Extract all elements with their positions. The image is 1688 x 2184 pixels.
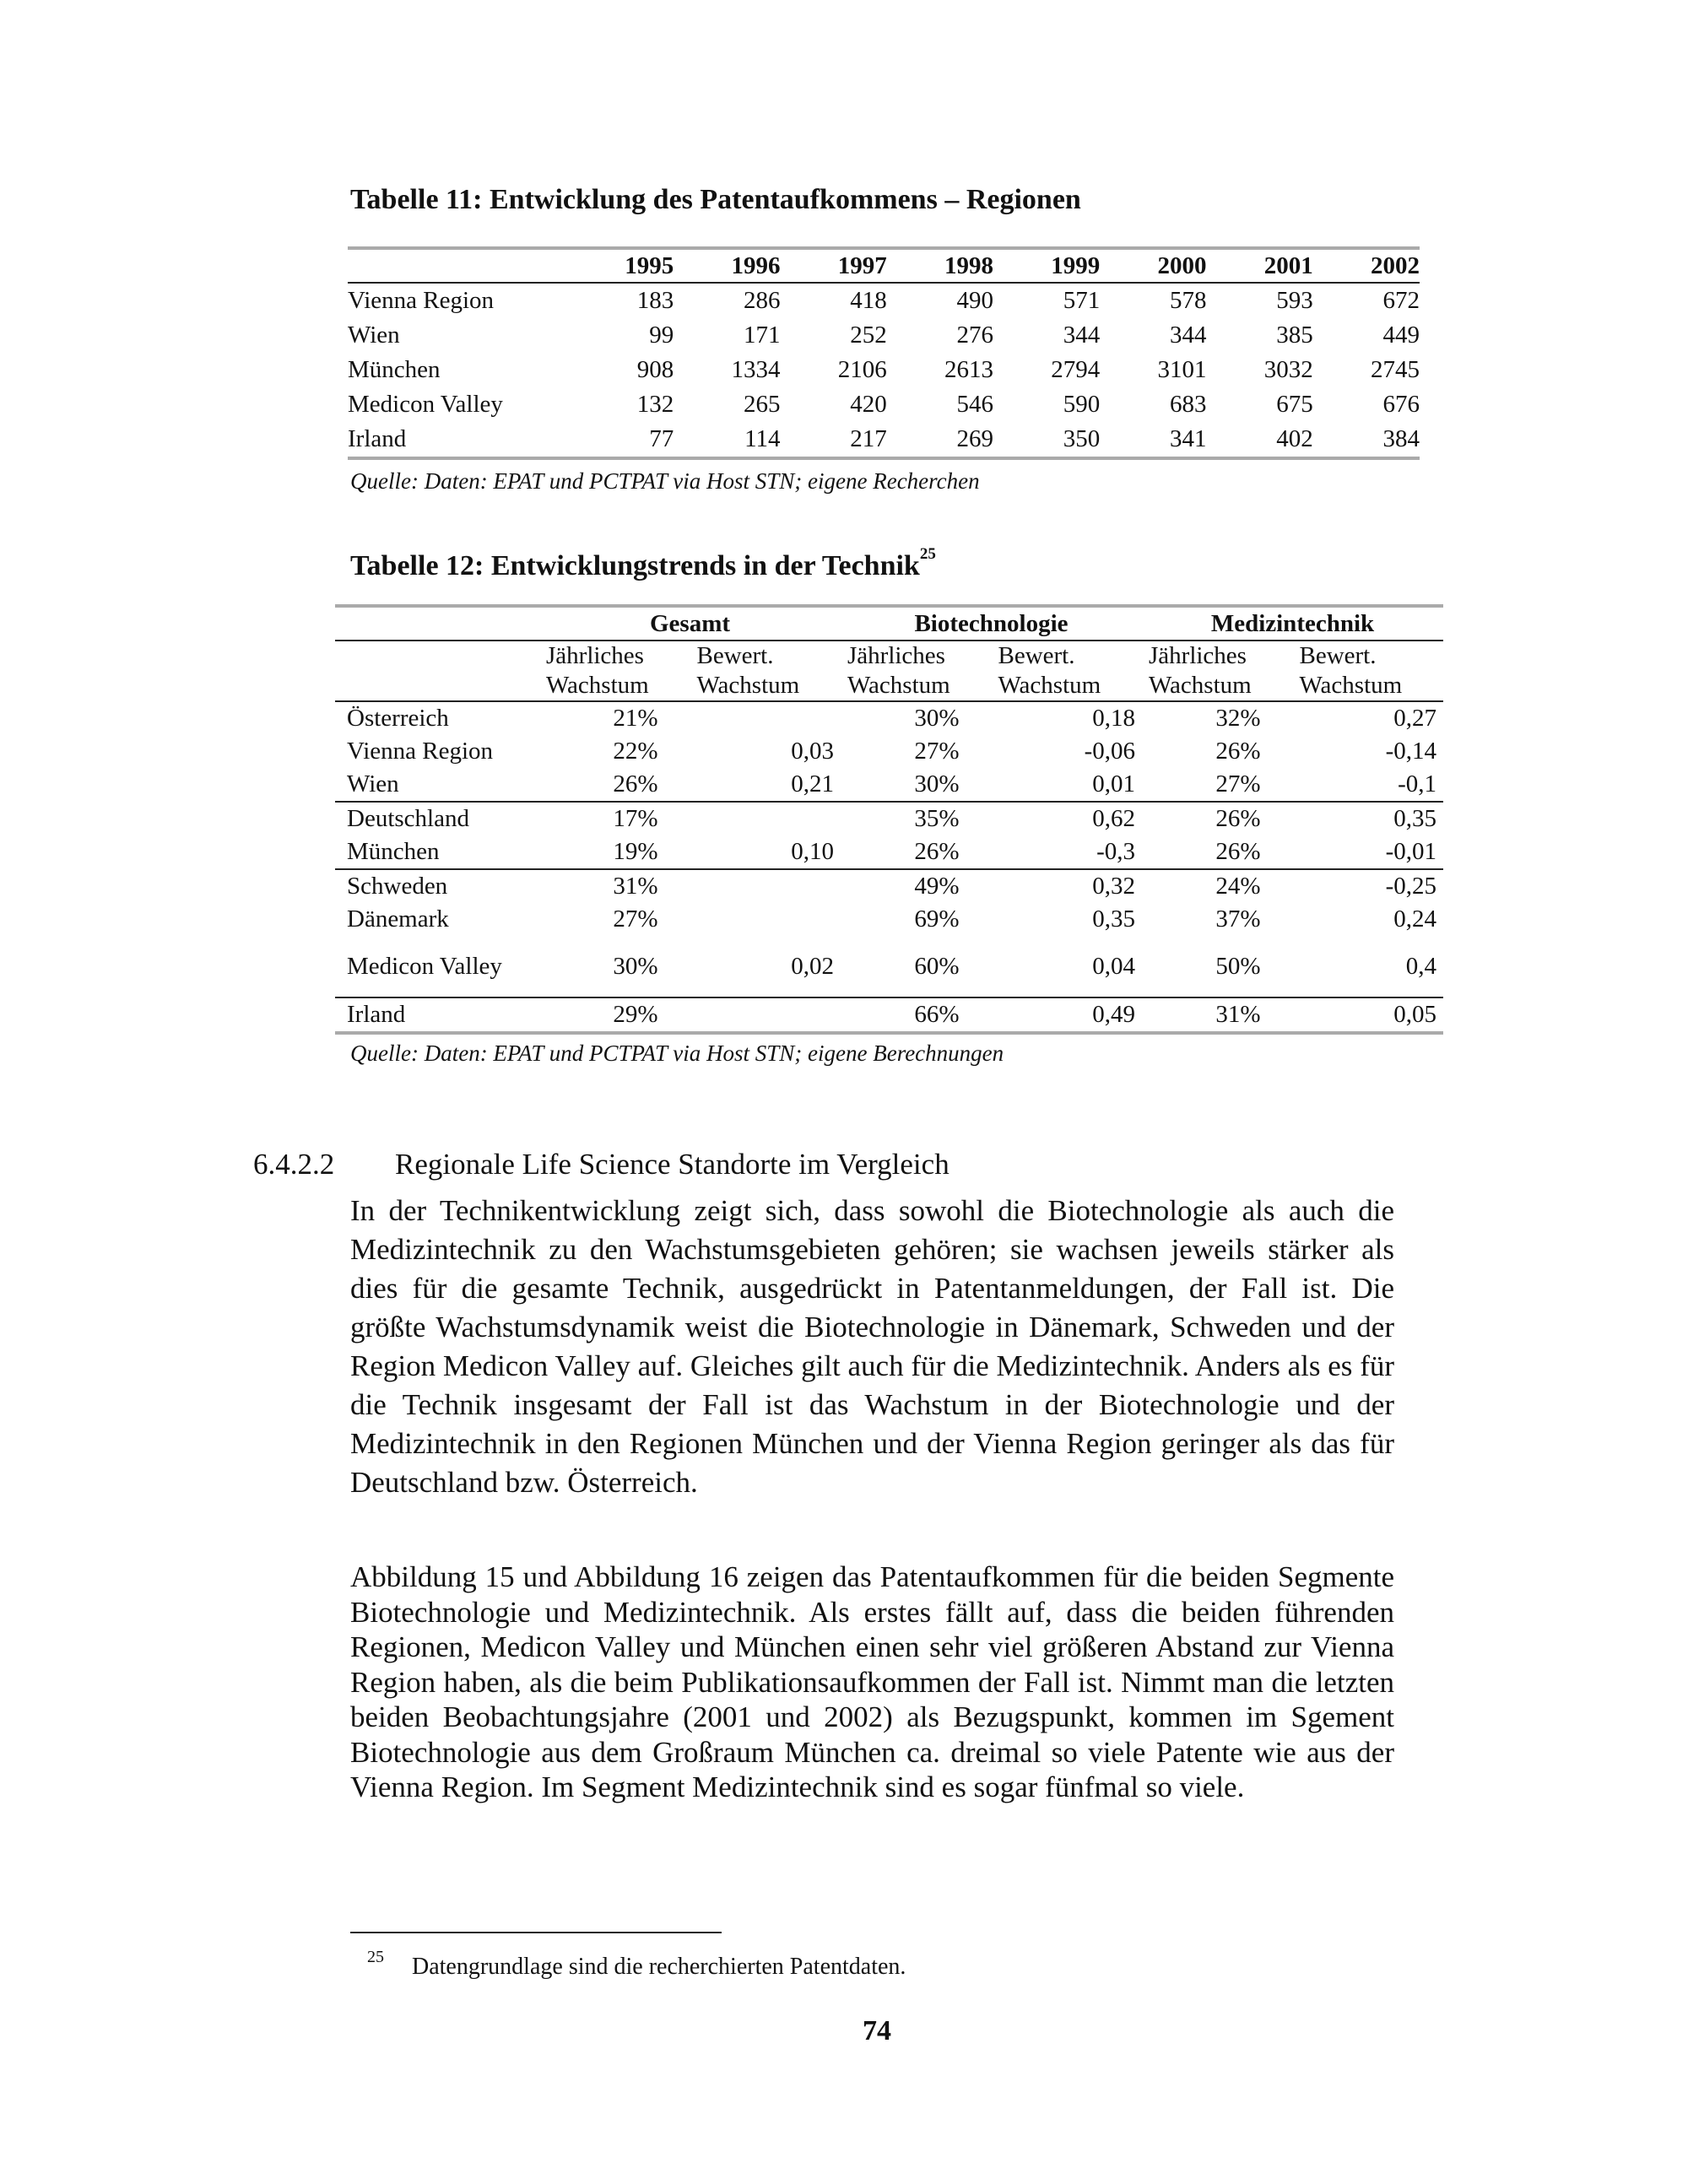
- row-label: Wien: [335, 768, 539, 802]
- cell: 35%: [914, 805, 960, 832]
- body-paragraph: Abbildung 15 und Abbildung 16 zeigen das Patentaufkommen für die beiden Segmente Biotechnologie und Medizintechnik. Als erstes fällt auf, dass die beiden führenden Regionen, Medicon Valley und München einen sehr viel größeren Abstand zur Vienna Region haben, als die beim Publikationsaufkommen der Fall ist. Nimmt man die letzten beiden Beobachtungsjahre (2001 und 2002) als Bezugspunkt, kommen im Sgement Biotechnologie aus dem Großraum München ca. dreimal so viele Patente wie aus der Vienna Region. Im Segment Medizintechnik sind es sogar fünfmal so viele.: [350, 1560, 1394, 1803]
- cell: 402: [1207, 422, 1313, 458]
- cell: 0,10: [690, 835, 841, 869]
- cell: [690, 997, 841, 1033]
- table11-year: 1996: [674, 248, 780, 283]
- row-label: Medicon Valley: [348, 391, 503, 418]
- table12-title: [350, 545, 936, 582]
- cell: -0,25: [1385, 873, 1436, 900]
- table-row: [335, 735, 1443, 768]
- cell: 21%: [613, 705, 658, 732]
- group-header-gesamt: Gesamt: [539, 606, 841, 641]
- table-row: [348, 422, 1420, 458]
- sub-header: Wachstum: [1293, 670, 1444, 701]
- table-row: [335, 768, 1443, 802]
- row-label: München: [335, 835, 539, 869]
- table-row: [335, 903, 1443, 936]
- cell: 0,4: [1293, 936, 1444, 997]
- cell: [690, 802, 841, 835]
- cell: 276: [956, 322, 993, 349]
- cell: 0,03: [791, 738, 834, 765]
- sub-header: Bewert.: [1299, 641, 1377, 669]
- cell: -0,14: [1385, 738, 1436, 765]
- cell: 132: [636, 391, 674, 418]
- cell: 31%: [1142, 997, 1293, 1033]
- cell: 0,27: [1393, 705, 1436, 732]
- cell: 385: [1276, 322, 1313, 349]
- cell: 571: [1063, 287, 1101, 314]
- body-paragraph: In der Technikentwicklung zeigt sich, dass sowohl die Biotechnologie als auch die Medizintechnik zu den Wachstumsgebieten gehören; sie wachsen jeweils stärker als dies für die gesamte Technik, ausgedrückt in Patentanmeldungen, der Fall ist. Die größte Wachstumsdynamik weist die Biotechnologie in Dänemark, Schweden und der Region Medicon Valley auf. Gleiches gilt auch für die Medizintechnik. Anders als es für die Technik insgesamt der Fall ist das Wachstum in der Biotechnologie und der Medizintechnik in den Regionen München und der Vienna Region geringer als das für Deutschland bzw. Österreich.: [350, 1194, 1394, 1499]
- cell: 30%: [841, 768, 992, 802]
- cell: 252: [850, 322, 887, 349]
- cell: 0,18: [1092, 705, 1135, 732]
- table-row: [335, 835, 1443, 869]
- sub-header: Bewert.: [998, 641, 1075, 669]
- table12-source: Quelle: Daten: EPAT und PCTPAT via Host STN; eigene Berechnungen: [350, 1041, 1004, 1066]
- sub-header: Wachstum: [690, 670, 841, 701]
- cell: 19%: [539, 835, 690, 869]
- cell: 171: [744, 322, 781, 349]
- cell: 2794: [1051, 356, 1101, 383]
- table-row: [335, 869, 1443, 903]
- cell: 26%: [539, 768, 690, 802]
- cell: 418: [850, 287, 887, 314]
- cell: 590: [1063, 391, 1101, 418]
- cell: 26%: [1142, 835, 1293, 869]
- cell: 593: [1276, 287, 1313, 314]
- cell: -0,1: [1293, 768, 1444, 802]
- cell: [690, 701, 841, 735]
- table11-year: 1997: [781, 248, 887, 283]
- footnote-number: 25: [367, 1948, 384, 1966]
- table11-year: 2000: [1100, 248, 1206, 283]
- row-label: Vienna Region: [347, 738, 494, 765]
- cell: 32%: [1215, 705, 1261, 732]
- footnote-divider: [350, 1932, 722, 1933]
- row-label: Irland: [335, 997, 539, 1033]
- row-label: Dänemark: [347, 905, 449, 933]
- cell: 27%: [914, 738, 960, 765]
- cell: -0,3: [992, 835, 1143, 869]
- table-row: [348, 283, 1420, 318]
- group-header-medizintechnik: Medizintechnik: [1142, 606, 1443, 641]
- cell: 449: [1382, 322, 1420, 349]
- cell: 384: [1313, 422, 1420, 458]
- cell: 3032: [1263, 356, 1313, 383]
- table12-subheader-row: [335, 641, 1443, 670]
- cell: 27%: [613, 905, 658, 933]
- section-title: Regionale Life Science Standorte im Vergleich: [395, 1148, 950, 1181]
- cell: 30%: [914, 705, 960, 732]
- table11-header-row: [348, 248, 1420, 283]
- table-row: [335, 701, 1443, 735]
- cell: 676: [1382, 391, 1420, 418]
- cell: 0,32: [1092, 873, 1135, 900]
- cell: 0,21: [690, 768, 841, 802]
- footnote-text: Datengrundlage sind die recherchierten Patentdaten.: [412, 1954, 906, 1980]
- cell: 2745: [1371, 356, 1420, 383]
- group-header-biotechnologie: Biotechnologie: [841, 606, 1142, 641]
- sub-header: Wachstum: [992, 670, 1143, 701]
- table11-year: 1998: [887, 248, 993, 283]
- cell: -0,01: [1293, 835, 1444, 869]
- table-row: [335, 936, 1443, 997]
- cell: 217: [781, 422, 887, 458]
- cell: 27%: [1142, 768, 1293, 802]
- row-label: München: [348, 356, 441, 383]
- table11-year: 2001: [1207, 248, 1313, 283]
- cell: 0,35: [1092, 905, 1135, 933]
- sub-header: Wachstum: [539, 670, 690, 701]
- cell: 26%: [1215, 805, 1261, 832]
- table12-corner: [335, 670, 539, 701]
- cell: 683: [1170, 391, 1207, 418]
- cell: 0,35: [1393, 805, 1436, 832]
- cell: 1334: [731, 356, 781, 383]
- table12-corner: [335, 606, 539, 641]
- table-row: [348, 353, 1420, 387]
- cell: 269: [887, 422, 993, 458]
- cell: 546: [956, 391, 993, 418]
- table12: [335, 604, 1443, 1035]
- cell: 490: [956, 287, 993, 314]
- table-row: [348, 387, 1420, 422]
- table11-title: Tabelle 11: Entwicklung des Patentaufkommens – Regionen: [350, 184, 1081, 215]
- cell: 672: [1382, 287, 1420, 314]
- sub-header: Jährliches: [546, 641, 644, 669]
- cell: 31%: [613, 873, 658, 900]
- table-row: [335, 997, 1443, 1033]
- sub-header: Wachstum: [841, 670, 992, 701]
- cell: 17%: [613, 805, 658, 832]
- cell: 3101: [1157, 356, 1207, 383]
- table12-title-text: Tabelle 12: Entwicklungstrends in der Technik: [350, 550, 920, 581]
- cell: 37%: [1215, 905, 1261, 933]
- cell: 286: [744, 287, 781, 314]
- cell: 344: [1063, 322, 1101, 349]
- row-label: Österreich: [347, 705, 449, 732]
- table11-source: Quelle: Daten: EPAT und PCTPAT via Host STN; eigene Recherchen: [350, 468, 980, 494]
- cell: 77: [567, 422, 674, 458]
- cell: 60%: [841, 936, 992, 997]
- cell: 0,05: [1293, 997, 1444, 1033]
- cell: 183: [636, 287, 674, 314]
- table11-year: 2002: [1313, 248, 1420, 283]
- cell: 2613: [944, 356, 993, 383]
- row-label: Vienna Region: [348, 287, 495, 314]
- cell: 22%: [613, 738, 658, 765]
- cell: 114: [674, 422, 780, 458]
- cell: 66%: [841, 997, 992, 1033]
- table11-year: 1999: [993, 248, 1100, 283]
- table12-subheader-row: [335, 670, 1443, 701]
- row-label: Schweden: [347, 873, 448, 900]
- cell: 2106: [837, 356, 887, 383]
- table12-group-row: [335, 606, 1443, 641]
- cell: 675: [1276, 391, 1313, 418]
- cell: 24%: [1215, 873, 1261, 900]
- cell: 265: [744, 391, 781, 418]
- cell: 0,02: [690, 936, 841, 997]
- cell: 50%: [1142, 936, 1293, 997]
- cell: 341: [1100, 422, 1206, 458]
- table-row: [348, 318, 1420, 353]
- cell: 0,62: [1092, 805, 1135, 832]
- footnote-ref[interactable]: 25: [919, 545, 936, 563]
- cell: 30%: [539, 936, 690, 997]
- cell: 420: [850, 391, 887, 418]
- cell: 350: [993, 422, 1100, 458]
- cell: 0,49: [992, 997, 1143, 1033]
- section-number: 6.4.2.2: [253, 1148, 335, 1181]
- table-row: [335, 802, 1443, 835]
- cell: [690, 903, 841, 936]
- cell: 908: [636, 356, 674, 383]
- page-number: 74: [863, 2015, 891, 2046]
- cell: 578: [1170, 287, 1207, 314]
- table12-corner: [335, 641, 539, 670]
- cell: 344: [1170, 322, 1207, 349]
- cell: 29%: [539, 997, 690, 1033]
- cell: 0,24: [1393, 905, 1436, 933]
- cell: -0,06: [1084, 738, 1135, 765]
- cell: 99: [649, 322, 674, 349]
- row-label: Medicon Valley: [335, 936, 539, 997]
- cell: 0,01: [992, 768, 1143, 802]
- sub-header: Jährliches: [1149, 641, 1247, 669]
- cell: 69%: [914, 905, 960, 933]
- row-label: Deutschland: [347, 805, 469, 832]
- table11-corner: [348, 248, 567, 283]
- cell: [690, 869, 841, 903]
- sub-header: Bewert.: [696, 641, 774, 669]
- cell: 49%: [914, 873, 960, 900]
- cell: 26%: [1215, 738, 1261, 765]
- sub-header: Wachstum: [1142, 670, 1293, 701]
- cell: 0,04: [992, 936, 1143, 997]
- sub-header: Jährliches: [847, 641, 945, 669]
- cell: 26%: [841, 835, 992, 869]
- table11: [348, 246, 1420, 460]
- table11-year: 1995: [567, 248, 674, 283]
- row-label: Wien: [348, 322, 400, 349]
- row-label: Irland: [348, 422, 567, 458]
